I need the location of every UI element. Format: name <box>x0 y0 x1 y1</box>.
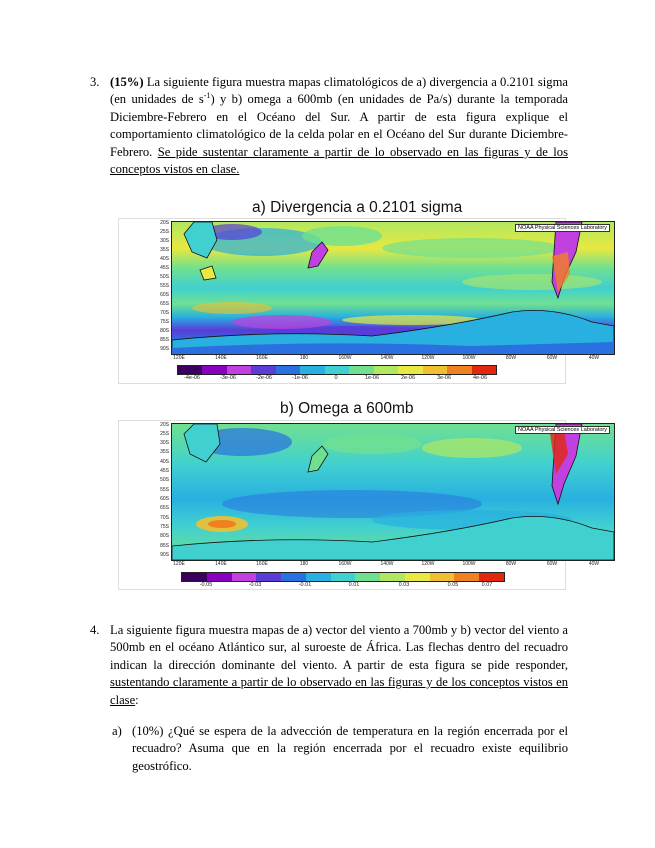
colorbar-tick: -4e-06 <box>184 375 200 381</box>
lat-label: 90S <box>160 346 169 352</box>
colorbar-swatch <box>405 573 430 581</box>
lat-label: 85S <box>160 337 169 343</box>
figure-b-credit: NOAA Physical Sciences Laboratory <box>515 426 610 434</box>
figure-a-credit: NOAA Physical Sciences Laboratory <box>515 224 610 232</box>
figure-b-lat-axis <box>157 422 171 560</box>
figure-a-colorbar-ticks <box>177 375 495 383</box>
colorbar-swatch <box>454 573 479 581</box>
colorbar-swatch <box>447 366 471 374</box>
lat-label: 40S <box>160 459 169 465</box>
colorbar-swatch <box>374 366 398 374</box>
lon-label: 140W <box>380 561 394 567</box>
lon-label: 80W <box>505 561 517 567</box>
question-4a <box>112 723 568 775</box>
colorbar-tick: 0.07 <box>481 582 493 588</box>
question-4-underlined: sustentando claramente a partir de lo observado en las figuras y de los conceptos vistos en clase <box>110 675 568 707</box>
colorbar-tick: 3e-06 <box>436 375 452 381</box>
colorbar-swatch <box>306 573 331 581</box>
lat-label: 90S <box>160 552 169 558</box>
figure-a-lon-axis <box>171 355 613 363</box>
colorbar-swatch <box>202 366 226 374</box>
figure-b <box>118 420 607 590</box>
colorbar-tick: 1e-06 <box>364 375 380 381</box>
question-4a-body: ¿Qué se espera de la advección de temperatura en la región encerrada por el recuadro? Asuma que en la región encerrada por el recuadro existe equilibrio geostrófico. <box>132 724 568 773</box>
colorbar-tick: 0 <box>334 375 338 381</box>
question-4a-weight: (10%) <box>132 724 164 738</box>
question-3-underlined: Se pide sustentar claramente a partir de lo observado en las figuras y de los conceptos vistos en clase. <box>110 144 568 177</box>
colorbar-swatch <box>479 573 504 581</box>
lat-label: 55S <box>160 283 169 289</box>
lat-label: 50S <box>160 274 169 280</box>
figure-a-lat-axis <box>157 220 171 354</box>
lat-label: 55S <box>160 487 169 493</box>
question-4-text-part1: La siguiente figura muestra mapas de a) vector del viento a 700mb y b) vector del viento a 500mb en el océano Atlántico sur, al suroeste de África. Las flechas dentro del recuadro indican la dirección dominante del viento. A partir de esta figura se pide responder, <box>110 623 568 672</box>
omega-map <box>171 423 615 561</box>
colorbar-tick: 0.05 <box>447 582 459 588</box>
lat-label: 75S <box>160 319 169 325</box>
figure-a-title: a) Divergencia a 0.2101 sigma <box>252 199 463 216</box>
colorbar-swatch <box>423 366 447 374</box>
figure-b-title: b) Omega a 600mb <box>280 400 414 417</box>
colorbar-swatch <box>430 573 455 581</box>
divergence-map <box>171 221 615 355</box>
colorbar-swatch <box>256 573 281 581</box>
colorbar-swatch <box>227 366 251 374</box>
lat-label: 70S <box>160 310 169 316</box>
lon-label: 40W <box>588 355 600 361</box>
figure-b-colorbar <box>181 572 505 582</box>
colorbar-tick: -0.01 <box>298 582 312 588</box>
colorbar-swatch <box>207 573 232 581</box>
colorbar-tick: 0.01 <box>348 582 360 588</box>
colorbar-swatch <box>355 573 380 581</box>
colorbar-swatch <box>281 573 306 581</box>
lon-label: 140E <box>215 355 227 361</box>
colorbar-swatch <box>276 366 300 374</box>
colorbar-swatch <box>472 366 496 374</box>
question-4-number: 4. <box>90 623 100 637</box>
lon-label: 60W <box>546 561 558 567</box>
question-3 <box>90 74 568 178</box>
colorbar-swatch <box>232 573 257 581</box>
figure-a-colorbar <box>177 365 497 375</box>
lon-label: 160E <box>256 561 268 567</box>
lon-label: 140W <box>380 355 394 361</box>
lat-label: 30S <box>160 440 169 446</box>
lat-label: 25S <box>160 229 169 235</box>
lat-label: 45S <box>160 265 169 271</box>
question-3-weight: (15%) <box>110 75 144 89</box>
figure-a <box>118 218 607 384</box>
colorbar-swatch <box>178 366 202 374</box>
question-3-text <box>110 74 568 178</box>
lon-label: 40W <box>588 561 600 567</box>
question-3-text-part2: ) y b) omega a 600mb (en unidades de Pa/s) durante la temporada Diciembre-Febrero en el Océano del Sur. A partir de esta figura explique el comportamiento climatológico de la celda polar en el Océano del Sur durante Diciembre-Febrero. <box>110 92 568 159</box>
lon-label: 160W <box>338 355 352 361</box>
lat-label: 20S <box>160 422 169 428</box>
colorbar-swatch <box>251 366 275 374</box>
lat-label: 30S <box>160 238 169 244</box>
lon-label: 80W <box>505 355 517 361</box>
lat-label: 60S <box>160 292 169 298</box>
question-4a-label: a) <box>112 724 122 738</box>
lon-label: 140E <box>215 561 227 567</box>
figure-b-lon-axis <box>171 561 613 569</box>
omega-field <box>172 424 614 560</box>
colorbar-swatch <box>380 573 405 581</box>
lon-label: 120E <box>173 561 185 567</box>
lat-label: 45S <box>160 468 169 474</box>
colorbar-swatch <box>300 366 324 374</box>
colorbar-tick: -0.05 <box>199 582 213 588</box>
lon-label: 160E <box>256 355 268 361</box>
lon-label: 120E <box>173 355 185 361</box>
lon-label: 100W <box>462 355 476 361</box>
lon-label: 120W <box>421 355 435 361</box>
colorbar-swatch <box>331 573 356 581</box>
colorbar-tick: -3e-06 <box>220 375 236 381</box>
colorbar-tick: 2e-06 <box>400 375 416 381</box>
colorbar-tick: -2e-06 <box>256 375 272 381</box>
colorbar-tick: -1e-06 <box>292 375 308 381</box>
lat-label: 65S <box>160 505 169 511</box>
question-4-text <box>110 622 568 709</box>
lon-label: 180 <box>299 561 309 567</box>
colorbar-tick: 0.03 <box>398 582 410 588</box>
lon-label: 160W <box>338 561 352 567</box>
lon-label: 180 <box>299 355 309 361</box>
lat-label: 40S <box>160 256 169 262</box>
question-3-number: 3. <box>90 75 100 89</box>
lon-label: 120W <box>421 561 435 567</box>
lat-label: 20S <box>160 220 169 226</box>
colorbar-tick: 4e-06 <box>472 375 488 381</box>
lat-label: 80S <box>160 533 169 539</box>
lat-label: 50S <box>160 477 169 483</box>
lat-label: 35S <box>160 449 169 455</box>
lat-label: 60S <box>160 496 169 502</box>
question-3-text-part1: La siguiente figura muestra mapas climatológicos de a) divergencia a 0.2101 sigma (en unidades de s <box>110 75 568 107</box>
colorbar-swatch <box>349 366 373 374</box>
colorbar-swatch <box>325 366 349 374</box>
lat-label: 85S <box>160 543 169 549</box>
lat-label: 35S <box>160 247 169 253</box>
colorbar-swatch <box>398 366 422 374</box>
lat-label: 75S <box>160 524 169 530</box>
colorbar-tick: -0.03 <box>248 582 262 588</box>
colorbar-swatch <box>182 573 207 581</box>
divergence-field <box>172 222 614 354</box>
question-4-text-part2: : <box>135 692 139 707</box>
lat-label: 25S <box>160 431 169 437</box>
lon-label: 60W <box>546 355 558 361</box>
figure-b-colorbar-ticks <box>181 582 503 590</box>
unit-superscript: -1 <box>203 91 211 101</box>
lat-label: 70S <box>160 515 169 521</box>
lat-label: 65S <box>160 301 169 307</box>
lon-label: 100W <box>462 561 476 567</box>
lat-label: 80S <box>160 328 169 334</box>
question-4a-text <box>132 723 568 775</box>
question-4 <box>90 622 568 709</box>
